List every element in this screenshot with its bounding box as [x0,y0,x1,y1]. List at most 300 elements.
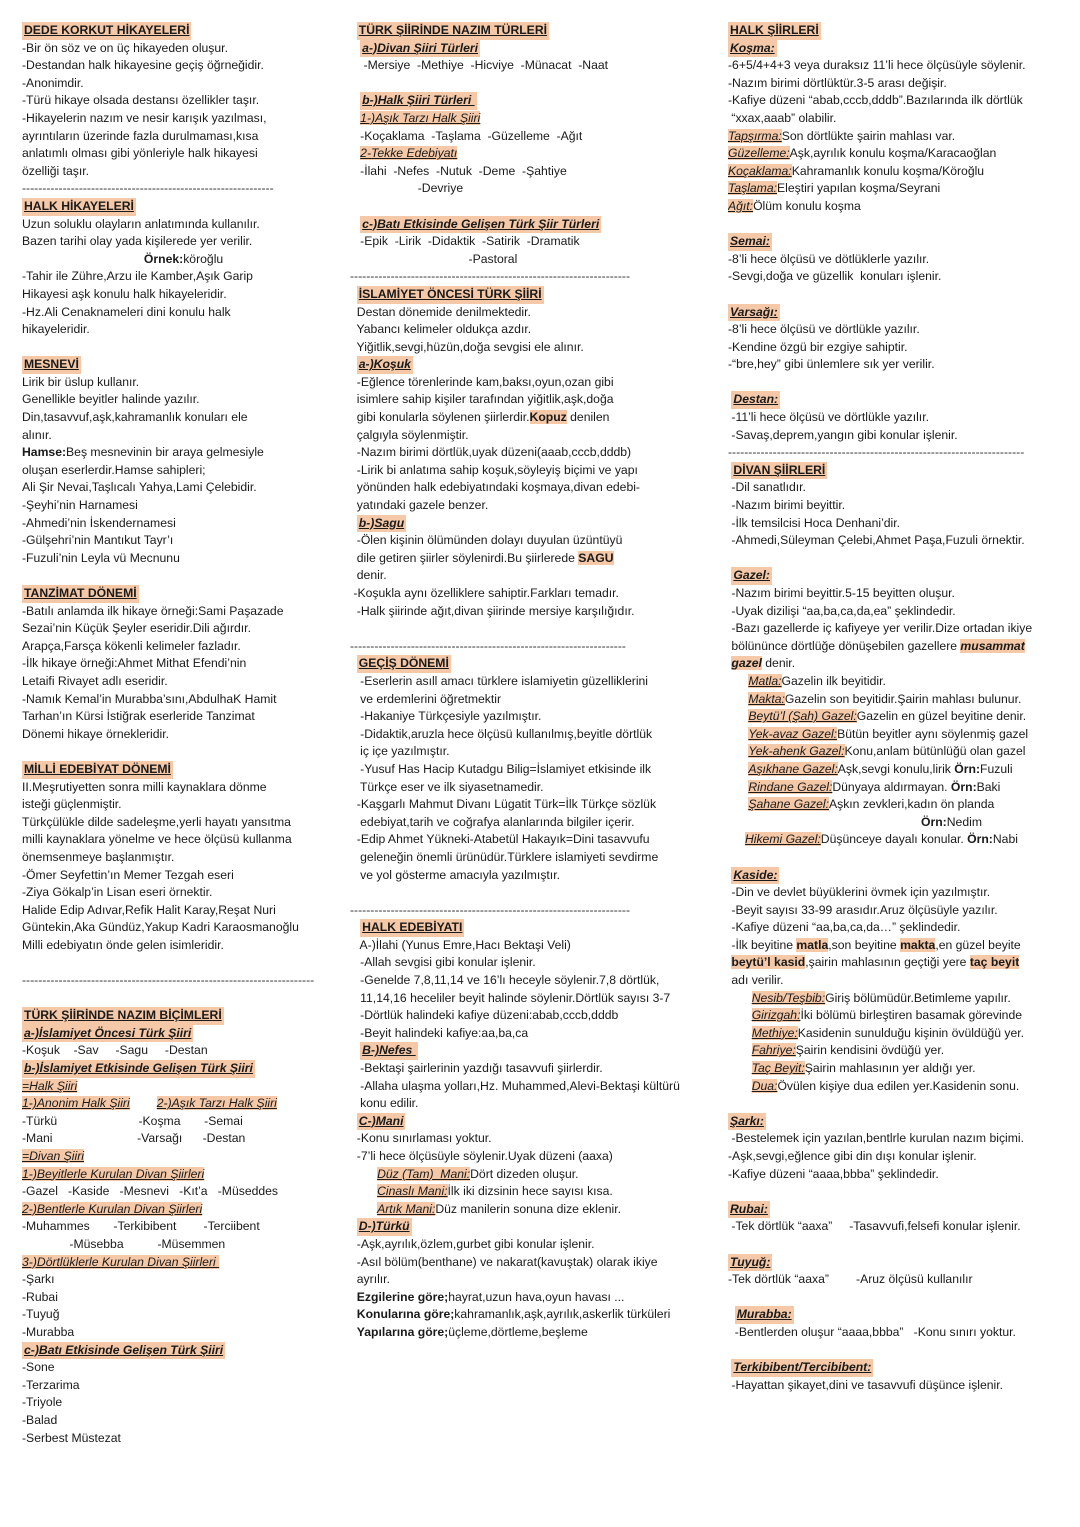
text-line [22,92,322,110]
text-line [22,321,322,339]
text-line-text: -Tuyuğ [22,1307,60,1322]
text-line [350,339,715,357]
text-line-text: -Kendine özgü bir ezgiye sahiptir. [728,339,908,354]
text-line [350,163,715,181]
subsection-heading-text: b-)Halk Şiiri Türleri [360,92,476,110]
text-line-text: -Sone [22,1360,55,1375]
spacer [728,849,1068,867]
subsection-heading-text: B-)Nefes [360,1042,418,1060]
text-line-text: -Nazım birimi dörtlüktür.3-5 arası değişir. [728,75,947,90]
subsection-heading [22,1342,322,1360]
text-line-text: Dönemi hikaye örnekleridir. [22,726,169,741]
text-line-text: ayrılır. [350,1272,390,1287]
text-line-text: -Savaş,deprem,yangın gibi konular işlenir. [728,427,958,442]
text-line [350,1078,715,1096]
text-line [728,1324,1068,1342]
subsection-heading-text: Varsağı: [728,304,780,322]
text-line-text: -11’li hece ölçüsü ve dörtlükle yazılır. [728,410,929,425]
text-line-text: -Allaha ulaşma yolları,Hz. Muhammed,Alevi-Bektaşi kültürü [350,1078,680,1093]
emphasis-text: matla [796,937,829,952]
text-line [22,444,322,462]
text-line-text: Sezai’nin Küçük Şeyler eseridir.Dili ağırdır. [22,621,251,636]
underlined-label [22,1078,322,1096]
emphasis-text: A-)İlahi [359,937,399,952]
text-line-text: -Bazı gazellerde iç kafiyeye yer verilir.Dize ortadan ikiye [728,621,1033,636]
plain-text: kahramanlık,aşk,ayrılık,askerlik türküleri [454,1307,671,1322]
text-line-text: -Eğlence törenlerinde kam,baksı,oyun,ozan gibi [350,374,614,389]
text-line [350,673,715,691]
divider-text: ------------------------------------------------------------------------- [728,445,1025,460]
underlined-label-text: 2-)Bentlerle Kurulan Divan Şiirleri [22,1201,203,1216]
text-line-text: II.Meşrutiyetten sonra milli kaynaklara dönme [22,779,267,794]
text-line [728,1060,1068,1078]
section-heading-text: TÜRK ŞİİRİNDE NAZIM TÜRLERİ [357,22,549,40]
plain-text: Şairin mahlasının yer aldığı yer. [804,1061,976,1076]
emphasis-text: taç beyit [969,955,1020,970]
emphasis-text: Artık Mani: [377,1201,436,1216]
text-line-text: -Murabba [22,1324,75,1339]
plain-text [350,938,360,952]
text-line-text: -Destandan halk hikayesine geçiş öğrneğidir. [22,58,264,73]
subsection-heading [22,1060,322,1078]
text-line-text: -Nazım birimi beyittir.5-15 beyitten oluşur. [728,586,955,600]
text-line-text: -Müsebba -Müsemmen [22,1236,226,1251]
text-line-text: 11,14,16 heceliler beyit halinde söylenir.Dörtlük sayısı 3-7 [350,990,671,1005]
text-line [350,814,715,832]
underlined-label-text: 1-)Aşık Tarzı Halk Şiiri [360,110,481,125]
plain-text [350,1167,377,1181]
text-line-text: -Ömer Seyfettin’ın Memer Tezgah eseri [22,867,234,882]
text-line [22,831,322,849]
text-line-text: ve yol gösterme amacıyla yazılmıştır. [350,867,560,882]
text-line-text: -İlk temsilcisi Hoca Denhani’dir. [728,515,901,530]
emphasis-text: Yek-avaz Gazel: [748,726,838,741]
subsection-heading [350,1218,715,1236]
text-line-text: -Ahmedi,Süleyman Çelebi,Ahmet Paşa,Fuzuli örnektir. [728,533,1025,548]
text-line [350,321,715,339]
plain-text: Giriş bölümüdür.Betimleme yapılır. [825,990,1011,1005]
text-line [22,462,322,480]
text-line-text: Din,tasavvuf,aşk,kahramanlık konuları ele [22,410,248,425]
text-line-text: -Anonimdir. [22,75,84,90]
text-line-text: önemsenmeye başlanmıştır. [22,849,175,864]
section-heading [22,22,322,40]
plain-text: Ölüm konulu koşma [753,198,861,213]
text-line-text: -“bre,hey” gibi ünlemlere sık yer verilir. [728,357,935,372]
text-line [350,779,715,797]
section-heading [728,462,1068,480]
section-heading [728,22,1068,40]
text-line [350,462,715,480]
plain-text: Kahramanlık konulu koşma/Köroğlu [791,163,985,178]
plain-text: Gazelin en güzel beyitine denir. [856,709,1027,724]
text-line [728,620,1068,638]
emphasis-text: Girizgah: [751,1008,801,1023]
text-line [728,163,1068,181]
plain-text [728,1008,752,1022]
text-line-text: -İlk hikaye örneği:Ahmet Mithat Efendi’nin [22,656,247,671]
divider-text: ------------------------------------------------------------------------ [22,973,315,988]
section-heading-text: HALK EDEBİYATI [360,919,464,937]
plain-text [728,709,748,723]
text-line-text: -Edip Ahmet Yükneki-Atabetül Hakayık=Dini tasavvufu [350,832,650,847]
underlined-label-text: =Divan Şiiri [22,1149,84,1163]
text-line-text: -Türü hikaye olsada destansı özellikler taşır. [22,93,260,108]
text-line [728,1218,1068,1236]
text-line [350,1166,715,1184]
plain-text [130,1096,157,1110]
text-line [728,673,1068,691]
text-line [22,409,322,427]
text-line-text: -Pastoral [350,251,518,266]
text-line-text: -Batılı anlamda ilk hikaye örneği:Sami Paşazade [22,603,284,618]
plain-text: Aşk,ayrılık konulu koşma/Karacaoğlan [789,146,997,161]
text-line [350,1130,715,1148]
plain-text: Kasidenin sunulduğu kişinin övüldüğü yer. [797,1025,1025,1040]
text-line [22,673,322,691]
text-line [350,479,715,497]
text-line [728,1007,1068,1025]
subsection-heading-text: Şarkı: [728,1113,766,1131]
spacer [728,1289,1068,1307]
text-line [22,849,322,867]
text-line [350,550,715,568]
text-line [22,1359,322,1377]
text-line-text: denir. [350,568,387,583]
text-line [22,1130,322,1148]
divider-text: --------------------------------------------------------------------- [350,902,631,917]
text-line [728,1148,1068,1166]
text-line [350,867,715,885]
emphasis-text: Hamse: [22,445,67,460]
text-line-text: -Didaktik,aruzla hece ölçüsü kullanılmış,beyitle dörtlük [350,726,653,741]
text-line-text: -Bir ön söz ve on üç hikayeden oluşur. [22,40,228,55]
underlined-label-text: 1-)Beyitlerle Kurulan Divan Şiirleri [22,1166,205,1181]
divider [728,444,1068,462]
divider [22,972,322,990]
text-line-text: iç içe yazılmıştır. [350,744,450,759]
text-line [728,884,1068,902]
text-line [350,726,715,744]
text-line [22,497,322,515]
text-line [728,779,1068,797]
text-line [728,339,1068,357]
subsection-heading [728,1306,1068,1324]
emphasis-text: Ezgilerine göre; [356,1289,449,1304]
text-line [350,427,715,445]
subsection-heading-text: b-)Sagu [357,515,406,533]
column-middle [350,22,715,1342]
text-line [350,937,715,955]
text-line-text: adı verilir. [728,973,784,988]
text-line [350,391,715,409]
plain-text [728,1043,752,1057]
underlined-label [22,1201,322,1219]
text-line-text: yatındaki gazele benzer. [350,498,489,513]
text-line [728,655,1068,673]
text-line [22,145,322,163]
text-line [728,1166,1068,1184]
text-line [22,550,322,568]
text-line-text: -Bektaşi şairlerinin yazdığı tasavvufi şiirlerdir. [350,1061,603,1076]
subsection-heading [350,40,715,58]
text-line [350,180,715,198]
plain-text: İlk iki dizsinin hece sayısı kısa. [447,1184,613,1199]
text-line-text: -8’li hece ölçüsü ve dötlüklerle yazılır. [728,251,930,266]
plain-text [728,815,921,829]
text-line [22,1218,322,1236]
text-line-text: -Allah sevgisi gibi konular işlenir. [350,955,536,970]
text-line [350,1324,715,1342]
subsection-heading-text: Kaside: [731,867,779,885]
text-line [728,990,1068,1008]
plain-text: Düz manilerin sonuna dize eklenir. [435,1201,621,1216]
text-line-text: -Fuzuli’nin Leyla vü Mecnunu [22,550,180,565]
subsection-heading [728,567,1068,585]
text-line-text: Lirik bir üslup kullanır. [22,374,140,389]
text-line [728,251,1068,269]
text-line [22,1394,322,1412]
subsection-heading-text: Koşma: [728,40,777,58]
plain-text: Fuzuli [980,761,1013,776]
text-line [22,1306,322,1324]
text-line-text: -Muhammes -Terkibibent -Terciibent [22,1219,260,1234]
spacer [728,1095,1068,1113]
text-line [350,603,715,621]
text-line-text: Bazen tarihi olay yada kişilerede yer verilir. [22,234,253,249]
text-line-text: -Hz.Ali Cenaknameleri dini konulu halk [22,304,231,319]
text-line-text: -Halk şiirinde ağıt,divan şiirinde mersiye karşılığıdır. [350,603,635,618]
text-line [350,497,715,515]
subsection-heading-text: c-)Batı Etkisinde Gelişen Türk Şiir Türleri [360,216,601,234]
text-line-text: isteği güçlenmiştir. [22,797,122,812]
text-line [22,427,322,445]
text-line [350,1060,715,1078]
emphasis-text: Makta: [748,691,785,706]
emphasis-text: Cinaslı Mani: [377,1184,448,1199]
text-line-text: -Türkü -Koşma -Semai [22,1113,243,1128]
text-line-text: hikayeleridir. [22,322,90,337]
text-line [22,708,322,726]
text-line [22,163,322,181]
plain-text: denir. [761,656,796,671]
text-line [728,638,1068,656]
emphasis-text: Yapılarına göre; [356,1324,449,1339]
text-line [22,620,322,638]
text-line [728,57,1068,75]
section-heading-text: DEDE KORKUT HİKAYELERİ [22,22,191,40]
text-line-text: milli kaynaklara yönelme ve hece ölçüsü kullanma [22,832,292,847]
text-line [22,40,322,58]
text-line [350,304,715,322]
text-line [22,902,322,920]
plain-text: Beş mesnevinin bir araya gelmesiyle [66,445,264,460]
section-heading-text: İSLAMİYET ÖNCESİ TÜRK ŞİİRİ [357,286,544,304]
text-line [350,532,715,550]
text-line-text: -Balad [22,1412,58,1427]
text-line [728,479,1068,497]
text-line [350,1289,715,1307]
emphasis-text: Taşlama: [728,181,777,196]
text-line [22,603,322,621]
emphasis-text: Örn: [954,761,981,776]
text-line [350,251,715,269]
spacer [728,374,1068,392]
text-line [350,691,715,709]
subsection-heading-text: Rubai: [728,1201,770,1219]
subsection-heading [350,1113,715,1131]
plain-text: Baki [976,779,1001,794]
plain-text [728,674,748,688]
text-line-text: -Nazım birimi dörtlük,uyak düzeni(aaab,cccb,dddb) [350,445,632,460]
plain-text: Son dörtlükte şairin mahlası var. [781,128,956,143]
plain-text: Gazelin son beyitidir.Şairin mahlası bulunur. [784,691,1022,706]
text-line [728,1042,1068,1060]
subsection-heading-text: b-)İslamiyet Etkisinde Gelişen Türk Şiiri [22,1060,255,1078]
emphasis-text: Taç Beyit: [751,1061,805,1076]
text-line-text: Genellikle beyitler halinde yazılır. [22,392,200,407]
text-line [350,585,715,603]
underlined-label-text: =Halk Şiiri [22,1078,78,1093]
text-line-text: özelliği taşır. [22,163,90,178]
plain-text [728,780,748,794]
spacer [22,339,322,357]
plain-text: gibi konularla söylenen şiirlerdir. [350,410,530,425]
section-heading [350,919,715,937]
plain-text: Bütün beyitler aynı söylenmiş gazel [837,726,1029,741]
emphasis-text: Düz (Tam) Mani: [377,1166,471,1181]
section-heading-text: MESNEVİ [22,356,81,374]
section-heading-text: TANZİMAT DÖNEMİ [22,585,139,603]
text-line [350,761,715,779]
spacer [350,198,715,216]
subsection-heading [350,216,715,234]
plain-text: Aşk,sevgi konulu,lirik [837,761,955,776]
subsection-heading-text: a-)Koşuk [357,356,413,374]
text-line [728,603,1068,621]
plain-text: Dünyaya aldırmayan. [832,779,951,794]
subsection-heading-text: C-)Mani [357,1113,406,1131]
text-line [350,796,715,814]
text-line [22,479,322,497]
text-line [22,884,322,902]
text-line [728,110,1068,128]
text-line [22,515,322,533]
spacer [728,1236,1068,1254]
text-line [22,655,322,673]
text-line-text: -Koşuk -Sav -Sagu -Destan [22,1043,208,1058]
plain-text [22,252,144,266]
text-line-text: -Epik -Lirik -Didaktik -Satirik -Dramatik [350,234,580,249]
text-line [728,691,1068,709]
emphasis-text: Örn: [921,814,947,829]
emphasis-text: Methiye: [751,1025,798,1040]
text-line [22,110,322,128]
text-line-text: -Koşukla aynı özelliklere sahiptir.Farkları temadır. [350,586,619,600]
text-line [728,268,1068,286]
text-line [728,427,1068,445]
text-line [728,128,1068,146]
text-line [350,1025,715,1043]
subsection-heading [350,1042,715,1060]
spacer [728,286,1068,304]
plain-text [728,727,748,741]
text-line [350,233,715,251]
section-heading [22,1007,322,1025]
text-line-text: -6+5/4+4+3 veya duraksız 11’li hece ölçüsüyle söylenir. [728,58,1026,73]
text-line [22,691,322,709]
text-line [22,304,322,322]
plain-text: köroğlu [183,251,224,266]
subsection-heading-text: a-)Divan Şiiri Türleri [360,40,480,58]
subsection-heading [350,515,715,533]
text-line [728,1078,1068,1096]
text-line [22,814,322,832]
subsection-heading [22,1025,322,1043]
text-line [22,1042,322,1060]
section-heading-text: DİVAN ŞİİRLERİ [731,462,827,480]
text-line [22,1113,322,1131]
text-line [22,638,322,656]
text-line [22,268,322,286]
text-line [350,1306,715,1324]
spacer [728,1342,1068,1360]
text-line-text: -Mersiye -Methiye -Hicviye -Münacat -Naat [350,58,609,73]
text-line [728,937,1068,955]
subsection-heading [350,356,715,374]
text-line [350,831,715,849]
plain-text: dile getiren şiirler söylenirdi.Bu şiirlerede [350,550,579,565]
emphasis-text: Örn: [967,832,993,847]
divider [350,638,715,656]
text-line [22,1412,322,1430]
text-line [22,128,322,146]
text-line [350,708,715,726]
subsection-heading [728,1254,1068,1272]
text-line-text: Uzun soluklu olayların anlatımında kullanılır. [22,216,260,231]
subsection-heading [728,1113,1068,1131]
plain-text: üçleme,dörtleme,beşleme [448,1324,588,1339]
text-line-text: Arapça,Farsça kökenli kelimeler fazladır. [22,638,241,653]
text-line-text: -Tek dörtlük “aaxa” -Tasavvufi,felsefi konular işlenir. [728,1219,1021,1234]
emphasis-text: Örnek: [143,251,184,266]
text-line [350,1201,715,1219]
text-line [350,990,715,1008]
text-line-text: Letaifi Rivayet adlı eseridir. [22,673,168,688]
subsection-heading-text: Semai: [728,233,772,251]
text-line [22,391,322,409]
subsection-heading [728,233,1068,251]
text-line [728,1025,1068,1043]
subsection-heading [728,304,1068,322]
plain-text: ,şairin mahlasının geçtiği yere [805,955,970,970]
text-line [728,1130,1068,1148]
spacer [728,1183,1068,1201]
text-line [728,356,1068,374]
text-line [728,1377,1068,1395]
text-line [728,532,1068,550]
text-line-text: Türkçe eser ve ilk siyasetnamedir. [350,779,544,794]
underlined-label [350,145,715,163]
subsection-heading [728,1201,1068,1219]
plain-text [728,1061,752,1075]
text-line-text: -Ölen kişinin ölümünden dolayı duyulan üzüntüyü [350,533,623,548]
text-line [728,198,1068,216]
text-line [350,128,715,146]
text-line-text: -Bestelemek için yazılan,bentlrle kurulan nazım biçimi. [728,1131,1025,1146]
text-line [350,1271,715,1289]
emphasis-text: Rindane Gazel: [748,779,833,794]
